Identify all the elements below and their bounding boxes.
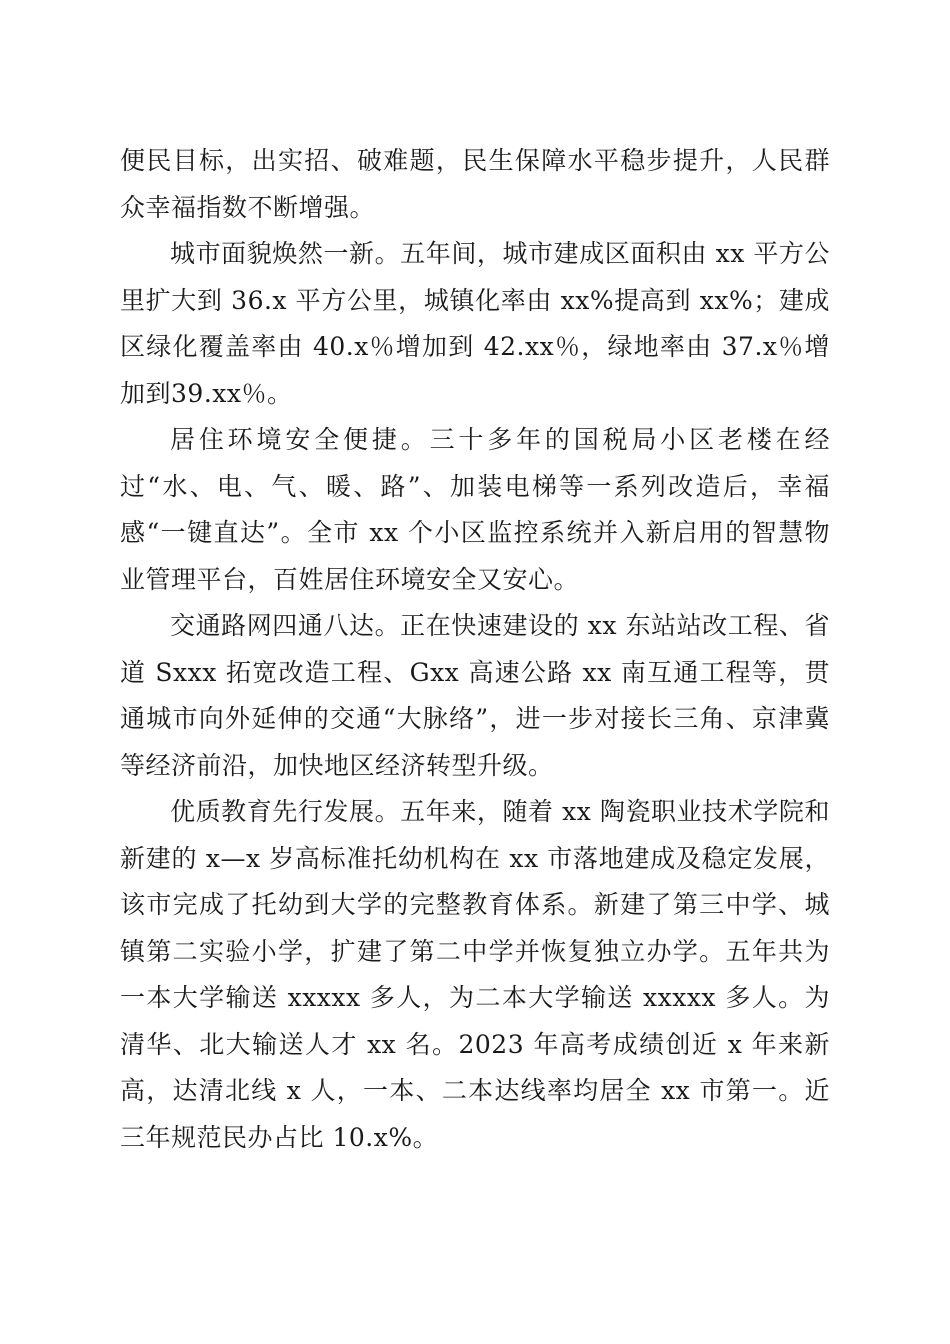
text-line: 华、北大输送人才 xx 名。2023 年高考成绩创近 x 年来新高，达 bbox=[120, 1029, 830, 1105]
text-line: 民办占比 10.x%。 bbox=[222, 1122, 439, 1152]
text-line: 电、气、暖、路”、加装电梯等一系列改造后，幸福感“一键 bbox=[120, 471, 830, 547]
text-line: 39.xx％。 bbox=[171, 378, 293, 408]
text-line: 直达”。全市 xx 个小区监控系统并入新启用的智慧物业管理平 bbox=[120, 518, 831, 594]
document-body bbox=[120, 138, 830, 1161]
text-line: 里扩大到 36.x 平方公里，城镇化率由 xx%提高到 xx%；建成区 bbox=[120, 285, 830, 361]
paragraph-living-environment bbox=[120, 417, 830, 603]
text-line: 众幸福指数不断增强。 bbox=[120, 192, 376, 222]
text-line: 该市完成了托幼到大学的完整教育体系。新建了第三中学、城 bbox=[120, 890, 830, 919]
text-line: 台，百姓居住环境安全又安心。 bbox=[222, 564, 580, 594]
text-line: 绿化覆盖率由 40.x％增加到 42.xx％，绿地率由 37.x％增加到 bbox=[120, 332, 830, 408]
text-line: 交通路网四通八达。正在快速建设的 xx 东站站改工程、省 bbox=[170, 611, 830, 640]
text-line: 新建的 x—x 岁高标准托幼机构在 xx 市落地建成及稳定发展， bbox=[120, 843, 830, 873]
text-line: 便民目标，出实招、破难题，民生保障水平稳步提升，人民群 bbox=[120, 146, 830, 175]
text-line: 一本大学输送 xxxxx 多人，为二本大学输送 xxxxx 多人。为清 bbox=[120, 983, 830, 1059]
text-line: 居住环境安全便捷。三十多年的国税局小区老楼在经过“水、 bbox=[120, 425, 830, 501]
text-line: 道 Sxxx 拓宽改造工程、Gxx 高速公路 xx 南互通工程等，贯通城 bbox=[120, 657, 830, 733]
paragraph-livelihood-continued bbox=[120, 138, 830, 231]
text-line: 经济前沿，加快地区经济转型升级。 bbox=[145, 750, 554, 780]
text-line: 清北线 x 人，一本、二本达线率均居全 xx 市第一。近三年规范 bbox=[120, 1076, 830, 1152]
paragraph-education bbox=[120, 789, 830, 1161]
text-line: 城市面貌焕然一新。五年间，城市建成区面积由 xx 平方公 bbox=[170, 239, 830, 268]
text-line: 镇第二实验小学，扩建了第二中学并恢复独立办学。五年共为 bbox=[120, 936, 830, 966]
paragraph-transport-network bbox=[120, 603, 830, 789]
text-line: 市向外延伸的交通“大脉络”，进一步对接长三角、京津冀等 bbox=[120, 704, 830, 780]
text-line: 优质教育先行发展。五年来，随着 xx 陶瓷职业技术学院和 bbox=[170, 797, 830, 826]
paragraph-city-appearance bbox=[120, 231, 830, 417]
